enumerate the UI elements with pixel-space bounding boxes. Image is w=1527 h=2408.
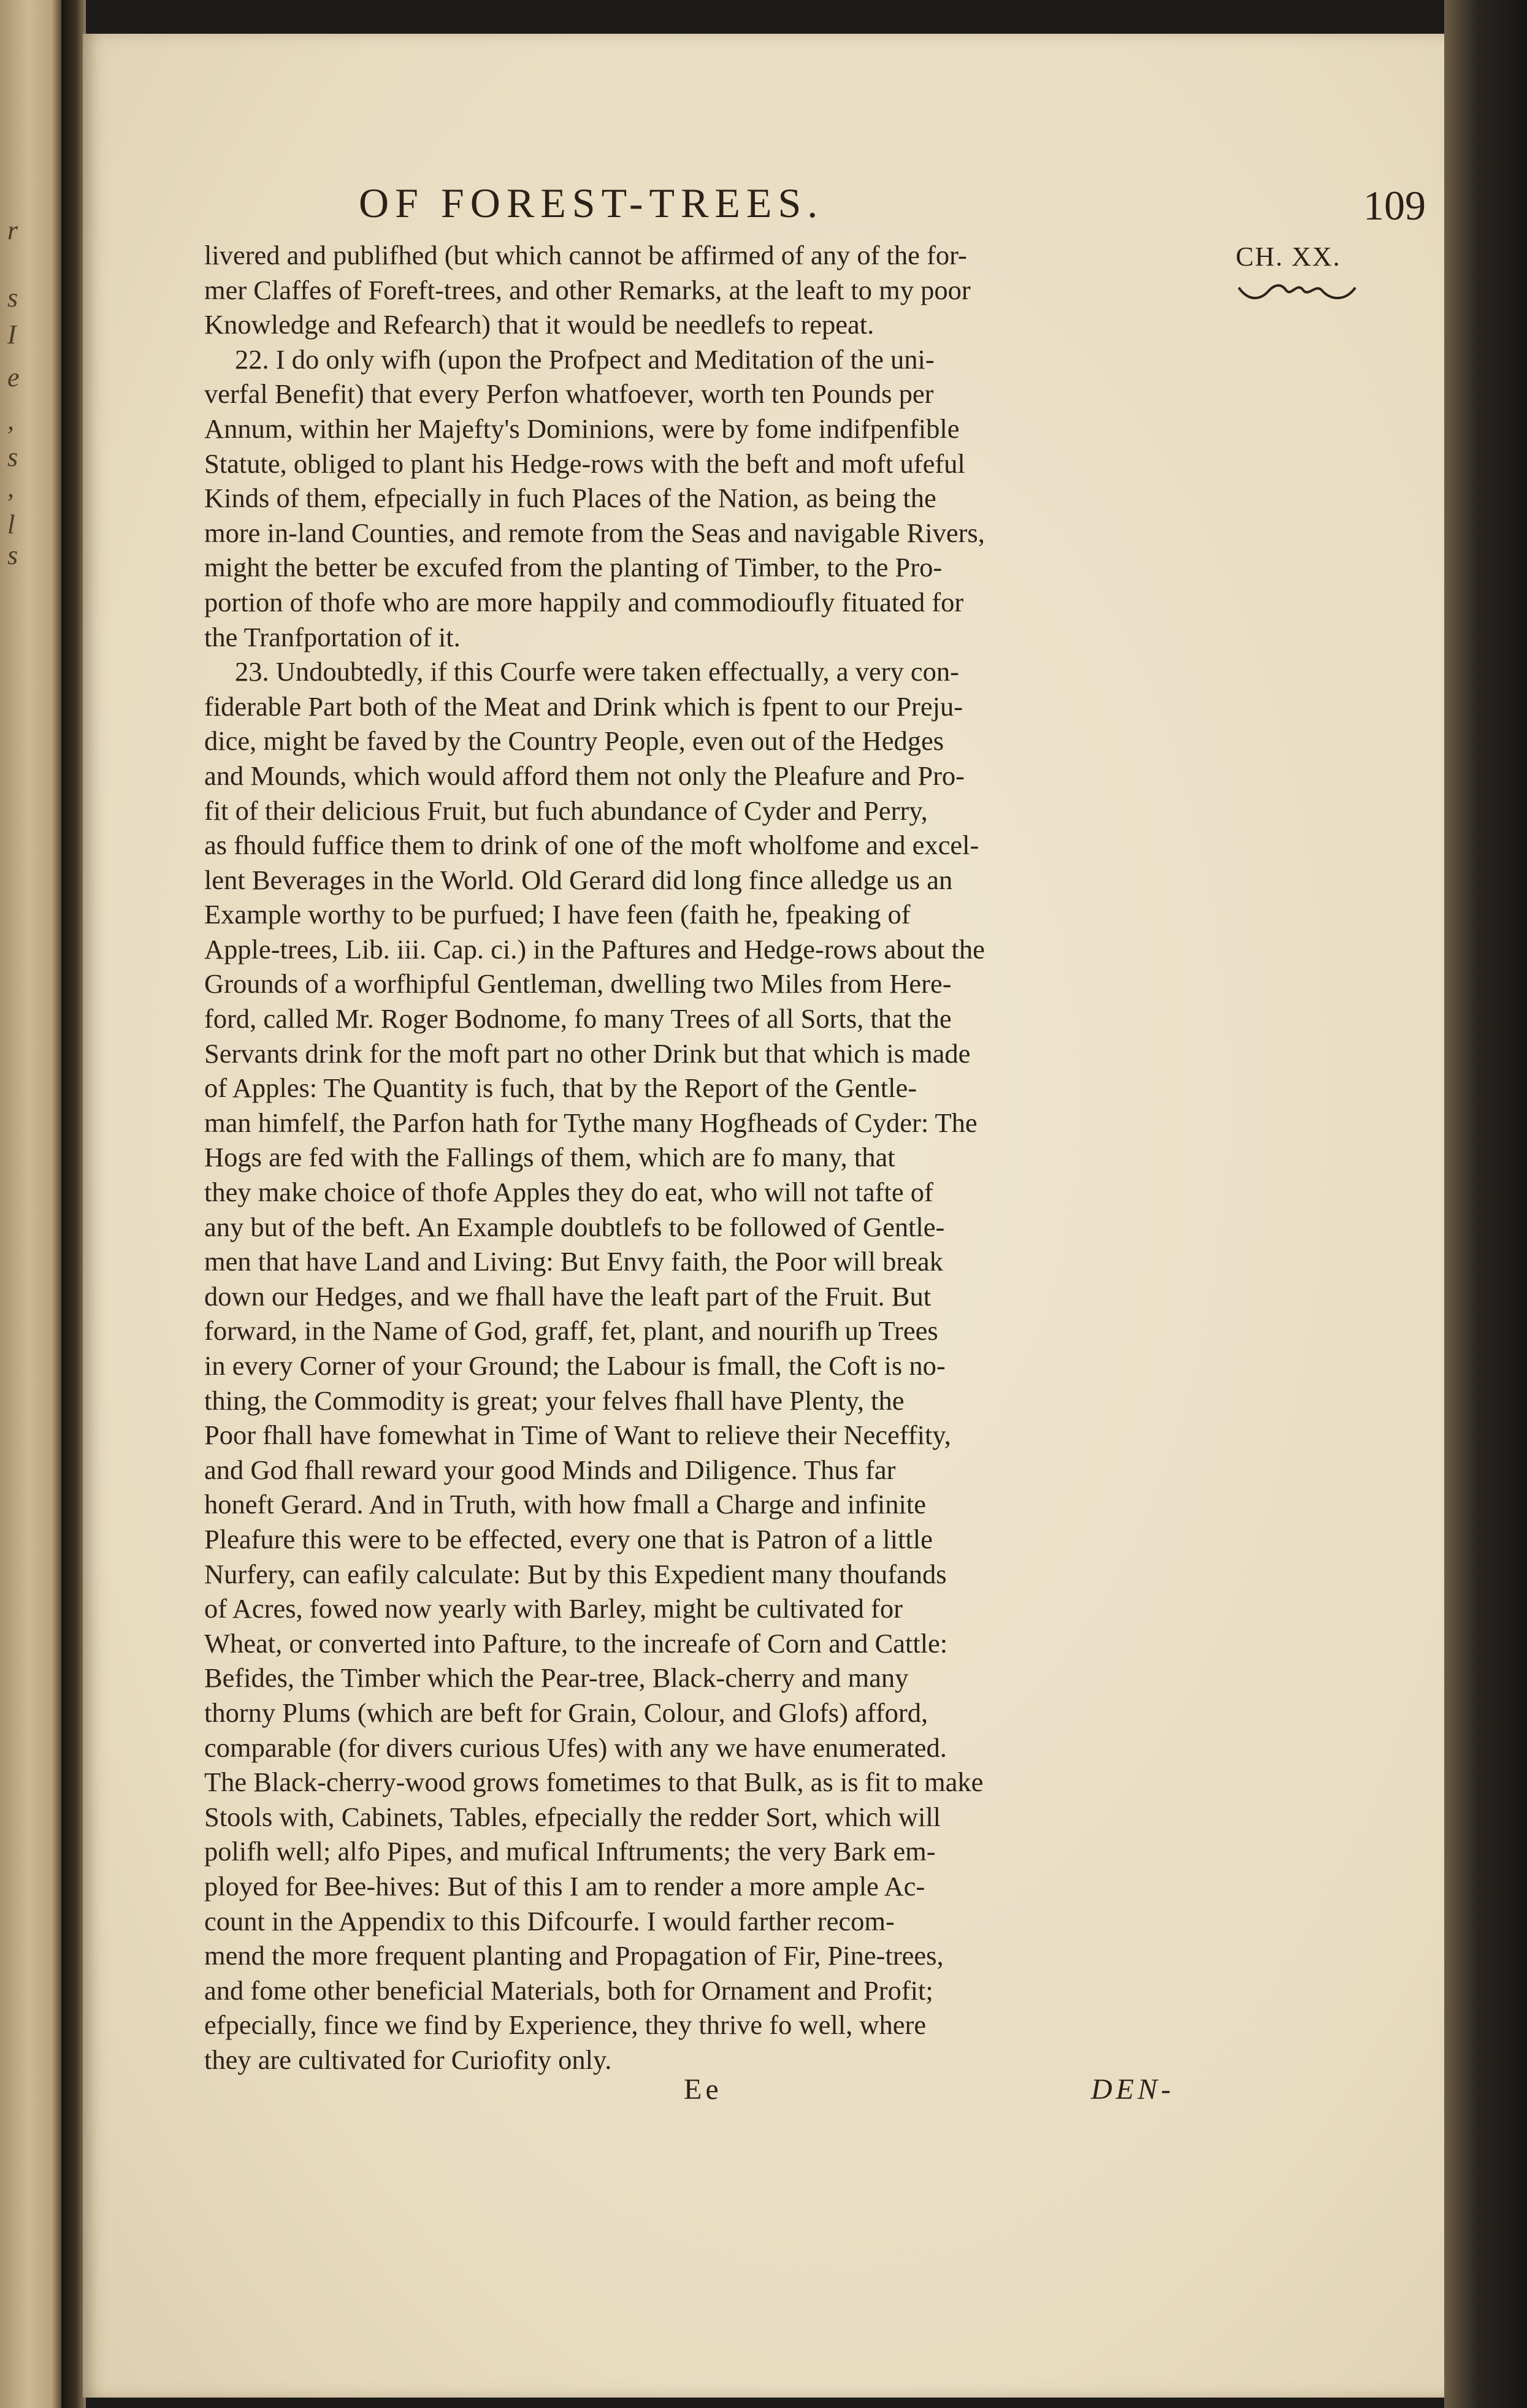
text-line: forward, in the Name of God, graff, fet, plant, and nourifh up Trees (204, 1315, 938, 1347)
page-right-edge (1444, 0, 1527, 2408)
text-line: Example worthy to be purfued; I have feen (faith he, fpeaking of (204, 899, 911, 930)
flourish-ornament-icon (1236, 277, 1358, 307)
text-line: they are cultivated for Curiofity only. (204, 2044, 612, 2075)
text-line: Befides, the Timber which the Pear-tree, Black-cherry and many (204, 1662, 909, 1694)
text-line: Wheat, or converted into Pafture, to the increafe of Corn and Cattle: (204, 1627, 948, 1659)
text-line: efpecially, fince we find by Experience, they thrive fo well, where (204, 2009, 927, 2041)
text-line: Stools with, Cabinets, Tables, efpecially the redder Sort, which will (204, 1801, 941, 1832)
text-line: and Mounds, which would afford them not only the Pleafure and Pro- (204, 760, 965, 791)
text-line: lent Beverages in the World. Old Gerard did long fince alledge us an (204, 864, 953, 895)
text-line: Nurfery, can eafily calculate: But by this Expedient many thoufands (204, 1558, 947, 1589)
book-gutter (61, 0, 86, 2408)
signature-mark: Ee (684, 2073, 722, 2106)
text-line: of Apples: The Quantity is fuch, that by the Report of the Gentle- (204, 1072, 917, 1104)
facing-page-mark: , (7, 405, 14, 435)
text-line: mend the more frequent planting and Propagation of Fir, Pine-trees, (204, 1940, 944, 1971)
text-line: fit of their delicious Fruit, but fuch abundance of Cyder and Perry, (204, 795, 928, 826)
text-line: they make choice of thofe Apples they do eat, who will not tafte of (204, 1177, 933, 1208)
catchword: DEN- (1091, 2073, 1174, 2106)
facing-page-edge (0, 0, 64, 2408)
text-line: more in-land Counties, and remote from the Seas and navigable Rivers, (204, 517, 985, 548)
facing-page-mark: l (7, 510, 15, 540)
text-line: 23. Undoubtedly, if this Courfe were taken effectually, a very con- (235, 656, 959, 687)
text-line: portion of thofe who are more happily and commodioufly fituated for (204, 586, 964, 617)
text-line: honeft Gerard. And in Truth, with how fmall a Charge and infinite (204, 1489, 927, 1520)
text-line: and God fhall reward your good Minds and Diligence. Thus far (204, 1454, 896, 1485)
text-line: thorny Plums (which are beft for Grain, Colour, and Glofs) afford, (204, 1697, 928, 1728)
chapter-label: CH. XX. (1236, 242, 1341, 272)
text-line: livered and publifhed (but which cannot be affirmed of any of the for- (204, 240, 967, 270)
text-line: and fome other beneficial Materials, both for Ornament and Profit; (204, 1974, 933, 2006)
facing-page-mark: s (7, 283, 18, 313)
page-title: OF FOREST-TREES. (359, 180, 824, 226)
text-line: Kinds of them, efpecially in fuch Places of the Nation, as being the (204, 483, 936, 514)
facing-page-mark: , (7, 473, 14, 503)
page-number: 109 (1363, 182, 1426, 229)
text-line: ford, called Mr. Roger Bodnome, fo many Trees of all Sorts, that the (204, 1003, 952, 1034)
facing-page-mark: s (7, 540, 18, 570)
text-line: Pleafure this were to be effected, every one that is Patron of a little (204, 1523, 933, 1554)
text-line: fiderable Part both of the Meat and Drink which is fpent to our Preju- (204, 690, 963, 722)
facing-page-mark: r (7, 215, 18, 245)
text-line: Annum, within her Majefty's Dominions, were by fome indifpenfible (204, 413, 960, 444)
facing-page-mark: e (7, 362, 20, 392)
text-line: dice, might be faved by the Country People, even out of the Hedges (204, 725, 944, 757)
text-line: any but of the beft. An Example doubtlefs to be followed of Gentle- (204, 1211, 945, 1242)
text-line: Hogs are fed with the Fallings of them, which are fo many, that (204, 1142, 895, 1173)
text-line: polifh well; alfo Pipes, and mufical Inftruments; the very Bark em- (204, 1836, 936, 1867)
text-line: as fhould fuffice them to drink of one of the moft wholfome and excel- (204, 830, 979, 861)
text-line: men that have Land and Living: But Envy faith, the Poor will break (204, 1246, 943, 1277)
text-line: the Tranfportation of it. (204, 621, 461, 652)
text-line: thing, the Commodity is great; your felves fhall have Plenty, the (204, 1385, 905, 1416)
text-line: Statute, obliged to plant his Hedge-rows with the beft and moft ufeful (204, 448, 965, 479)
body-text (204, 238, 1222, 2112)
running-head (273, 179, 1426, 234)
marginal-chapter-note (1236, 241, 1426, 308)
text-line: ployed for Bee-hives: But of this I am to render a more ample Ac- (204, 1870, 925, 1902)
text-line: of Acres, fowed now yearly with Barley, might be cultivated for (204, 1593, 903, 1624)
text-line: Grounds of a worfhipful Gentleman, dwelling two Miles from Here- (204, 968, 952, 1000)
text-line: Poor fhall have fomewhat in Time of Want to relieve their Neceffity, (204, 1420, 951, 1451)
text-line: down our Hedges, and we fhall have the leaft part of the Fruit. But (204, 1280, 932, 1312)
facing-page-mark: I (7, 319, 17, 350)
text-line: man himfelf, the Parfon hath for Tythe many Hogfheads of Cyder: The (204, 1107, 978, 1138)
text-line: 22. I do only wifh (upon the Profpect and Meditation of the uni- (235, 343, 935, 375)
text-line: Apple-trees, Lib. iii. Cap. ci.) in the Paftures and Hedge-rows about the (204, 933, 985, 965)
text-line: The Black-cherry-wood grows fometimes to that Bulk, as is fit to make (204, 1767, 984, 1798)
text-line: in every Corner of your Ground; the Labour is fmall, the Coft is no- (204, 1350, 946, 1381)
facing-page-mark: s (7, 442, 18, 472)
text-line: Servants drink for the moft part no other Drink but that which is made (204, 1038, 971, 1069)
text-line: mer Claffes of Foreft-trees, and other Remarks, at the leaft to my poor (204, 274, 971, 305)
text-line: count in the Appendix to this Difcourfe. I would farther recom- (204, 1905, 895, 1936)
text-line: comparable (for divers curious Ufes) with any we have enumerated. (204, 1732, 947, 1763)
text-line: might the better be excufed from the planting of Timber, to the Pro- (204, 552, 943, 583)
text-line: verfal Benefit) that every Perfon whatfoever, worth ten Pounds per (204, 378, 934, 410)
page-footer (684, 2073, 1174, 2116)
text-line: Knowledge and Refearch) that it would be needlefs to repeat. (204, 309, 874, 340)
